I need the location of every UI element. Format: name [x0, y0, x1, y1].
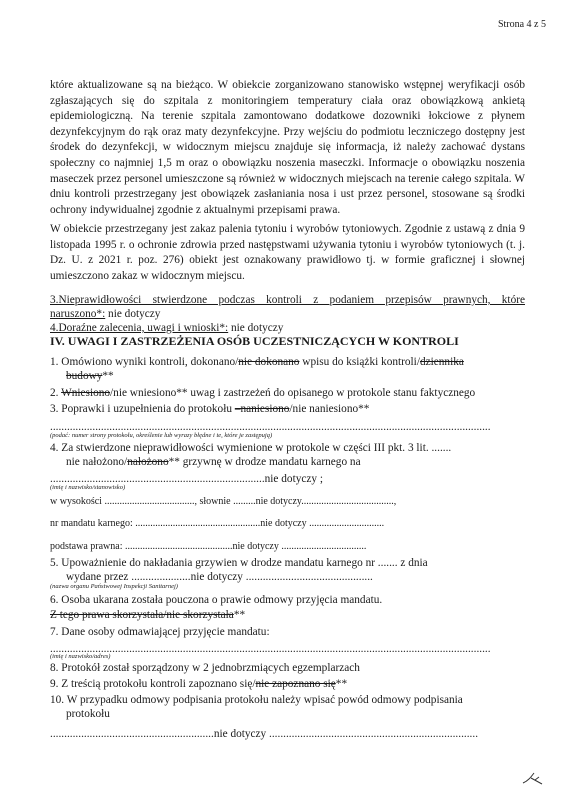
point-6: 6. Osoba ukarana została pouczona o prawie odmowy przyjęcia mandatu.	[50, 594, 383, 606]
point-1	[50, 355, 464, 369]
section-title: IV. UWAGI I ZASTRZEŻENIA OSÓB UCZESTNICZĄCYCH W KONTROLI	[50, 334, 459, 348]
point-4-text-a: nie nałożono/	[66, 456, 128, 468]
point-1-text-b: wpisu do książki kontroli/	[299, 356, 420, 368]
point-10-value: nie dotyczy	[213, 728, 267, 740]
point-1-struck-a: nie dokonano	[238, 356, 300, 368]
point-5-value: nie dotyczy	[190, 571, 243, 583]
point-3	[50, 402, 369, 416]
point-1-struck-c: budowy	[66, 370, 103, 382]
point-10-cont: protokołu	[66, 708, 110, 720]
point-10: 10. W przypadku odmowy podpisania protokołu należy wpisać powód odmowy podpisania	[50, 694, 463, 706]
point-2-struck: Wniesiono	[61, 387, 111, 399]
point-9-struck: nie zapoznano się	[255, 678, 336, 690]
point-9-text: 9. Z treścią protokołu kontroli zapoznano się/	[50, 678, 256, 690]
point-1-cont	[66, 369, 114, 383]
mandate-line: nr mandatu karnego: ..................................................nie dotyczy ..............................	[50, 518, 385, 529]
point-7: 7. Dane osoby odmawiającej przyjęcie mandatu:	[50, 626, 270, 638]
basis-line: podstawa prawna: ...........................................nie dotyczy ..................................	[50, 541, 367, 552]
point-6b	[50, 608, 245, 622]
point-9	[50, 677, 347, 691]
initials-signature	[522, 772, 544, 786]
point-2: 2. Wniesiono/nie wniesiono** uwag i zastrzeżeń do opisanego w protokole stanu faktycznego	[50, 387, 476, 399]
mandate-value: nie dotyczy	[260, 518, 307, 529]
point-3-value: /nie naniesiono**	[289, 403, 370, 415]
point-2-text: /nie wniesiono** uwag i zastrzeżeń do opisanego w protokole stanu faktycznego	[110, 387, 476, 399]
person-line: ............................................................................nie dotyczy ;	[50, 473, 323, 485]
paragraph-sanitary-measures: które aktualizowane są na bieżąco. W obiekcie zorganizowano stanowisko wstępnej weryfikacji osób zgłaszających się do szpitala z monitoringiem temperatury ciała oraz obowiązkową ankietą epidemiologiczną. Na terenie szpitala zamontowano dodatkowe dozowniki łokciowe z płynem dezynfekcyjnym do rąk oraz maty dezynfekcyjne. Przy wejściu do podmiotu leczniczego dostępny jest środek do dezynfekcji, w widocznym miejscu znajduje się informacja, iż należy zachować dystans społeczny co najmniej 1,5 m oraz o obowiązku noszenia maseczki. Informacje o obowiązku noszenia maseczek przez personel umieszczone są również w widocznych miejscach na terenie całego szpitala. W dniu kontroli przestrzegany jest obowiązek zasłaniania nosa i ust przez personel, stosowane są środki ochrony indywidualnej zgodnie z aktualnymi przepisami prawa.	[50, 79, 525, 216]
amount-words-label: słownie	[199, 496, 231, 507]
point-7-dots: ............................................................................................................................................................	[50, 643, 491, 655]
point-10-value-line: ..........................................................nie dotyczy ..........................................................................	[50, 728, 479, 740]
point-3-dots: ............................................................................................................................................................	[50, 421, 491, 433]
item-3-label-line2: naruszono*:	[50, 308, 106, 320]
point-4-text-b: ** grzywnę w drodze mandatu karnego na	[168, 456, 361, 468]
point-4-struck: nałożono	[127, 456, 169, 468]
amount-label: w wysokości	[50, 496, 102, 507]
point-6b-stars: **	[233, 609, 246, 621]
item-3-value: nie dotyczy	[108, 308, 161, 320]
point-4-cont	[66, 455, 361, 469]
point-5-label: wydane przez	[66, 571, 129, 583]
basis-label: podstawa prawna:	[50, 541, 123, 552]
point-3-text: 3. Poprawki i uzupełnienia do protokołu	[50, 403, 235, 415]
point-9-stars: **	[335, 678, 348, 690]
note-name-address: (imię i nazwisko/adres)	[50, 653, 111, 660]
point-6b-struck: Z tego prawa skorzystała/nie skorzystała	[50, 609, 234, 621]
person-value: nie dotyczy	[264, 473, 318, 485]
point-1-stars: **	[102, 370, 114, 382]
amount-line: w wysokości ...................................., słownie .........nie dotyczy.....................................,	[50, 496, 397, 507]
mandate-label: nr mandatu karnego:	[50, 518, 133, 529]
point-5: 5. Upoważnienie do nakładania grzywien w drodze mandatu karnego nr ....... z dnia	[50, 557, 428, 569]
item-4-label: 4.Doraźne zalecenia, uwagi i wnioski*:	[50, 322, 229, 334]
basis-value: nie dotyczy	[232, 541, 279, 552]
point-5-cont: wydane przez .....................nie dotyczy .............................................	[66, 571, 373, 583]
item-4-value: nie dotyczy	[231, 322, 284, 334]
point-8: 8. Protokół został sporządzony w 2 jednobrzmiących egzemplarzach	[50, 662, 360, 674]
page-number: Strona 4 z 5	[497, 19, 546, 30]
point-4: 4. Za stwierdzone nieprawidłowości wymienione w protokole w części III pkt. 3 lit. .......	[50, 442, 452, 454]
paragraph-tobacco: W obiekcie przestrzegany jest zakaz palenia tytoniu i wyrobów tytoniowych. Zgodnie z ustawą z dnia 9 listopada 1995 r. o ochronie zdrowia przed następstwami używania tytoniu i wyrobów tytoniowych (t. j. Dz. U. z 2021 r. poz. 276) obiekt jest oznakowany prawidłowo tj. w formie graficznej i słownej umieszczono zakaz w widocznym miejscu.	[50, 223, 525, 282]
note-corrections: (podać: numer strony protokołu, określenie lub wyrazy błędne i te, które je zastępują)	[50, 432, 273, 439]
item-3-label-line1: 3.Nieprawidłowości stwierdzone podczas kontroli z podaniem przepisów prawnych, które	[50, 294, 525, 306]
note-authority: (nazwa organu Państwowej Inspekcji Sanitarnej)	[50, 583, 178, 590]
point-3-struck: –naniesiono	[234, 403, 290, 415]
point-1-struck-b: dziennika	[419, 356, 464, 368]
item-3	[50, 293, 525, 321]
item-4	[50, 321, 283, 335]
note-person: (imię i nazwisko/stanowisko)	[50, 484, 126, 491]
point-1-text-a: 1. Omówiono wyniki kontroli, dokonano/	[50, 356, 239, 368]
